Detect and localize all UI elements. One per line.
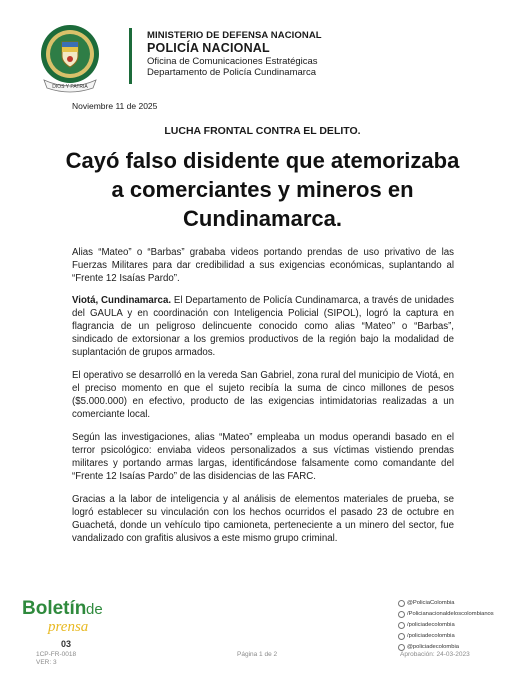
page-number: Página 1 de 2 — [237, 651, 278, 658]
police-crest-icon — [38, 22, 102, 94]
paragraph-dateline-text: El Departamento de Policía Cundinamarca, a través de unidades del GAULA y en coordinación con Inteligencia Policial (SIPOL), logró la captura en flagrancia de un peligroso delincuente conocido como alias “Mateo” o “Barbas”, sindicado de extorsionar a los gremios productivos de la región bajo la modalidad de suplantación de grupos armados. — [72, 295, 454, 358]
document-code: 1CP-FR-0018 — [36, 651, 77, 658]
dateline: Viotá, Cundinamarca. — [72, 295, 172, 306]
boletin-prensa: prensa — [48, 619, 89, 635]
department-name: Departamento de Policía Cundinamarca — [147, 67, 316, 78]
social-row[interactable] — [398, 620, 494, 630]
paragraph-dateline — [72, 294, 454, 359]
document-version: VER: 3 — [36, 659, 57, 666]
boletin-number: 03 — [61, 639, 72, 649]
paragraph-modus-operandi: Según las investigaciones, alias “Mateo” empleaba un modus operandi basado en el terror psicológico: enviaba videos personalizados a sus víctimas vistiendo prendas militares y portando armas largas, identificándose falsamente como comandante del “Frente 12 Isaías Pardo” de las disidencias de las FARC. — [72, 432, 454, 482]
youtube-icon — [398, 633, 405, 640]
kicker-heading: LUCHA FRONTAL CONTRA EL DELITO. — [164, 125, 361, 137]
social-handles — [398, 598, 494, 653]
header-divider — [129, 28, 132, 84]
boletin-de: de — [86, 601, 103, 618]
social-handle: /Policianacionaldeloscolombianos — [407, 611, 494, 617]
social-row[interactable] — [398, 609, 494, 619]
instagram-icon — [398, 622, 405, 629]
office-name: Oficina de Comunicaciones Estratégicas — [147, 56, 318, 67]
issuing-organization — [147, 30, 322, 78]
social-handle: /policiadecolombia — [407, 633, 455, 639]
headline: Cayó falso disidente que atemorizaba a comerciantes y mineros en Cundinamarca. — [65, 148, 460, 231]
social-row[interactable] — [398, 598, 494, 608]
paragraph-summary: Alias “Mateo” o “Barbas” grababa videos portando prendas de uso privativo de las Fuerzas Militares para dar credibilidad a sus exigencias económicas, suplantando al “Frente 12 Isaías Pardo”. — [72, 247, 454, 284]
release-date: Noviembre 11 de 2025 — [72, 101, 158, 111]
boletin-de-prensa-logo — [22, 595, 110, 650]
social-handle: @PoliciaColombia — [407, 600, 455, 606]
boletin-word: Boletín — [22, 598, 87, 619]
paragraph-operation: El operativo se desarrolló en la vereda San Gabriel, zona rural del municipio de Viotá, en el preciso momento en que el sujeto recibía la suma de cinco millones de pesos ($5.000.000) en efectivo, producto de las exigencias intimidatorias realizadas a un comerciante local. — [72, 370, 454, 420]
social-handle: @policiadecolombia — [407, 644, 459, 650]
ministry-name: MINISTERIO DE DEFENSA NACIONAL — [147, 30, 322, 41]
paragraph-intelligence: Gracias a la labor de inteligencia y al análisis de elementos materiales de prueba, se logró establecer su vinculación con los hechos ocurridos el pasado 23 de octubre en Guachetá, donde un vehículo tipo camioneta, perteneciente a un minero del sector, fue vandalizado con grafitis alusivos a este mismo grupo criminal. — [72, 494, 454, 544]
x-icon — [398, 600, 405, 607]
article-body — [72, 246, 454, 555]
approval-date: Aprobación: 24-03-2023 — [400, 651, 470, 658]
facebook-icon — [398, 611, 405, 618]
crest-ribbon-text: DIOS Y PATRIA — [52, 84, 88, 90]
social-handle: /policiadecolombia — [407, 622, 455, 628]
social-row[interactable] — [398, 631, 494, 641]
police-name: POLICÍA NACIONAL — [147, 41, 270, 55]
tiktok-icon — [398, 644, 405, 651]
